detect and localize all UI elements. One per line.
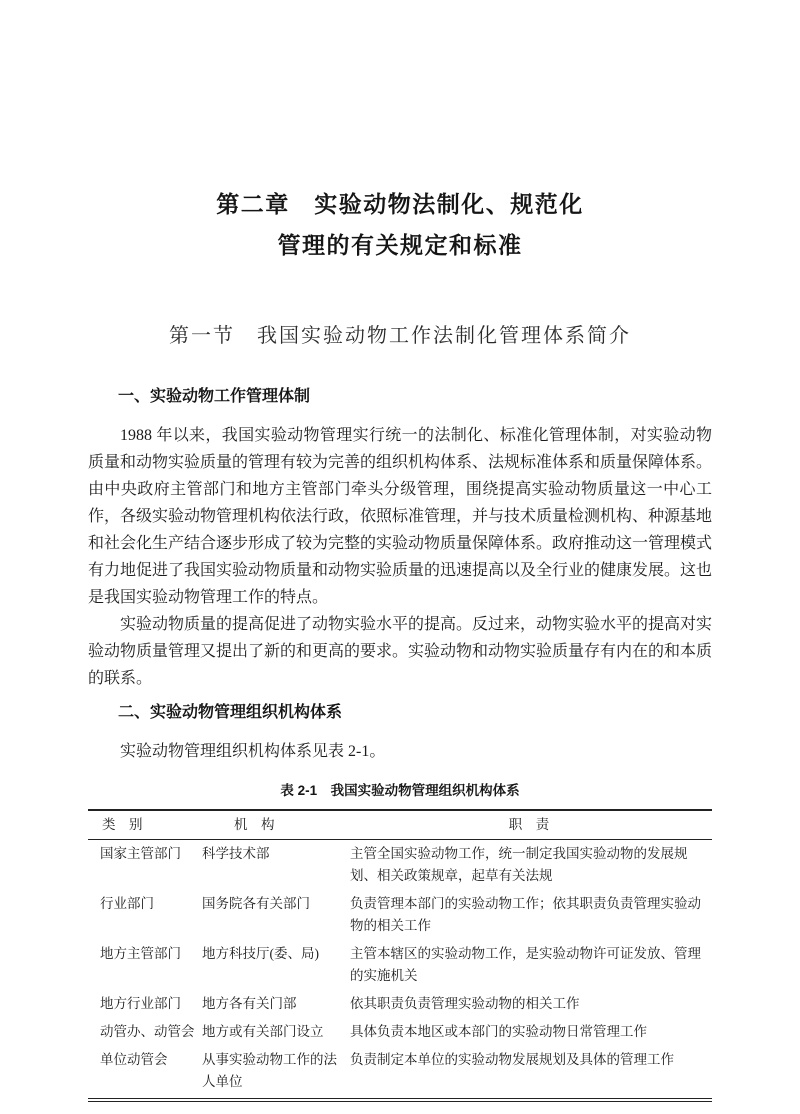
chapter-title [0,0,800,266]
table-row [88,1046,712,1096]
table-cell-category: 地方行业部门 [100,996,181,1011]
table-row [88,890,712,940]
table-cell-organization: 地方科技厅(委、局) [202,946,319,961]
table-cell-category: 行业部门 [100,896,154,911]
page-body [88,386,712,1102]
table-cell-responsibility: 依其职责负责管理实验动物的相关工作 [350,996,580,1011]
table-cell-category: 国家主管部门 [100,846,181,861]
table-header-row [88,811,712,840]
table-cell-organization: 地方各有关门部 [202,996,297,1011]
table-cell-responsibility: 主管全国实验动物工作，统一制定我国实验动物的发展规划、相关政策规章，起草有关法规 [350,846,688,883]
heading-work-management-system: 一、实验动物工作管理体制 [118,388,311,405]
table-cell-responsibility: 负责管理本部门的实验动物工作；依其职责负责管理实验动物的相关工作 [350,896,701,933]
table-cell-organization: 地方或有关部门设立 [202,1024,324,1039]
org-structure-table [88,809,712,1102]
table-row [88,940,712,990]
table-header-responsibility: 职 责 [508,817,550,832]
table-row [88,990,712,1018]
table-cell-organization: 科学技术部 [202,846,270,861]
table-row [88,840,712,890]
table-cell-category: 地方主管部门 [100,946,181,961]
table-title: 表 2-1 我国实验动物管理组织机构体系 [280,783,520,798]
table-cell-responsibility: 具体负责本地区或本部门的实验动物日常管理工作 [350,1024,647,1039]
table-cell-category: 单位动管会 [100,1052,168,1067]
table-cell-responsibility: 负责制定本单位的实验动物发展规划及具体的管理工作 [350,1052,674,1067]
paragraph-1: 1988 年以来，我国实验动物管理实行统一的法制化、标准化管理体制，对实验动物质量和动物实验质量的管理有较为完善的组织机构体系、法规标准体系和质量保障体系。由中央政府主管部门和地方主管部门牵头分级管理，围绕提高实验动物质量这一中心工作，各级实验动物管理机构依法行政，依照标准管理，并与技术质量检测机构、种源基地和社会化生产结合逐步形成了较为完整的实验动物质量保障体系。政府推动这一管理模式有力地促进了我国实验动物质量和动物实验质量的迅速提高以及全行业的健康发展。这也是我国实验动物管理工作的特点。 [88,427,713,606]
table-cell-responsibility: 主管本辖区的实验动物工作，是实验动物许可证发放、管理的实施机关 [350,946,701,983]
section-title: 第一节 我国实验动物工作法制化管理体系简介 [169,325,631,347]
chapter-title-line1: 第二章 实验动物法制化、规范化 [216,191,584,217]
chapter-title-line2: 管理的有关规定和标准 [277,232,523,258]
table-header-category: 类 别 [102,817,143,832]
table-cell-organization: 国务院各有关部门 [202,896,310,911]
table-cell-category: 动管办、动管会 [100,1024,195,1039]
paragraph-2: 实验动物质量的提高促进了动物实验水平的提高。反过来，动物实验水平的提高对实验动物质量管理又提出了新的和更高的要求。实验动物和动物实验质量存有内在的和本质的联系。 [88,616,713,687]
table-row [88,1018,712,1046]
paragraph-3: 实验动物管理组织机构体系见表 2-1。 [120,743,386,760]
table-cell-organization: 从事实验动物工作的法人单位 [202,1052,337,1089]
table-header-organization: 机 构 [234,817,275,832]
heading-org-structure-system: 二、实验动物管理组织机构体系 [118,704,343,721]
